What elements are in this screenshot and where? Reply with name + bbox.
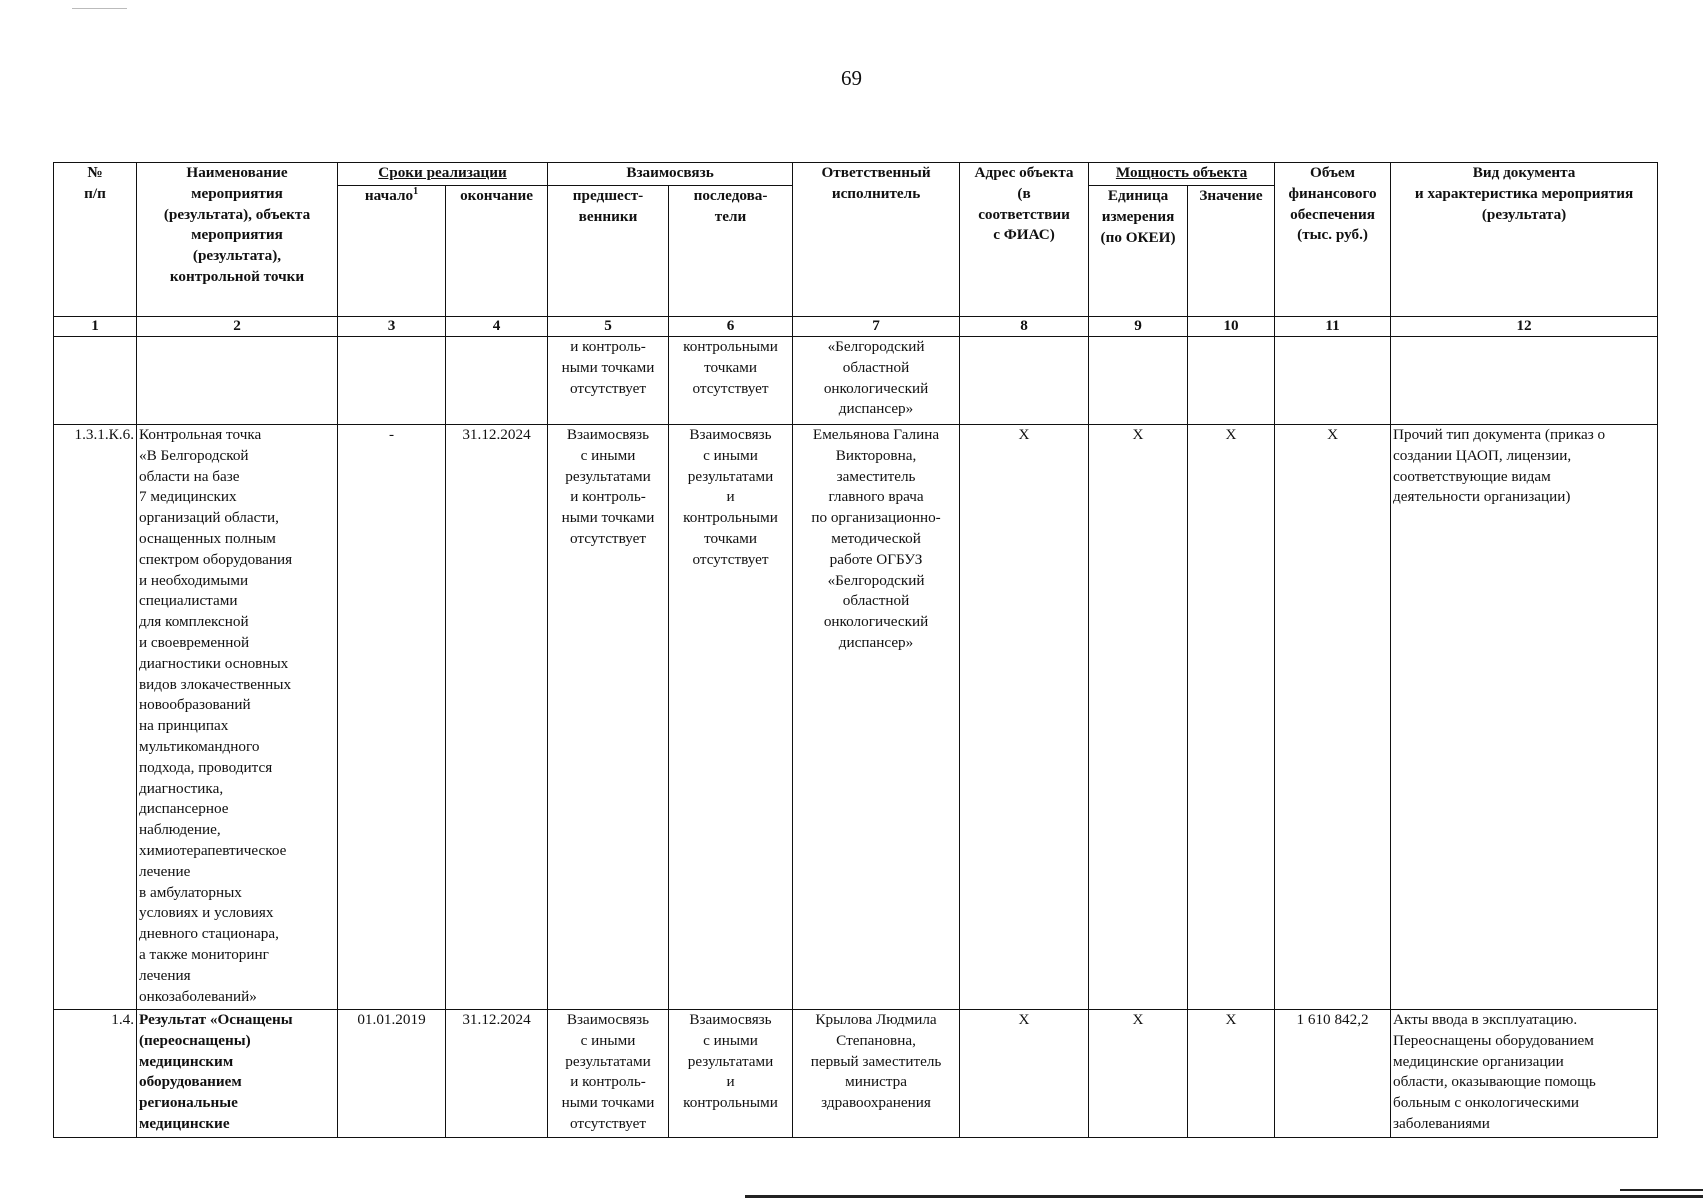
header-value: Значение [1188,186,1275,317]
cell-name: Результат «Оснащены (переоснащены) медицинским оборудованием региональные медицинские [137,1010,338,1138]
cell-address: X [960,425,1089,1010]
cell-document: Прочий тип документа (приказ о создании ЦАОП, лицензии, соответствующие видам деятельности организации) [1391,425,1658,1010]
cell-document [1391,337,1658,425]
cell-predecessors: Взаимосвязь с иными результатами и контроль- ными точками отсутствует [548,1010,669,1138]
column-number: 2 [137,317,338,337]
column-number: 7 [793,317,960,337]
scan-bottom-rule [745,1195,1703,1198]
page-number: 69 [841,66,862,90]
header-start: начало$^1$ [338,186,446,317]
header-link: Взаимосвязь [548,163,793,186]
cell-responsible: Емельянова Галина Викторовна, заместитель главного врача по организационно- методической работе ОГБУЗ «Белгородский областной онкологический диспансер» [793,425,960,1010]
cell-unit: X [1089,425,1188,1010]
cell-number [54,337,137,425]
column-number: 10 [1188,317,1275,337]
cell-address [960,337,1089,425]
header-predecessors: предшест- венники [548,186,669,317]
cell-unit: X [1089,1010,1188,1138]
cell-financing: 1 610 842,2 [1275,1010,1391,1138]
cell-address: X [960,1010,1089,1138]
cell-responsible: Крылова Людмила Степановна, первый заместитель министра здравоохранения [793,1010,960,1138]
cell-value: X [1188,425,1275,1010]
column-number: 3 [338,317,446,337]
cell-value: X [1188,1010,1275,1138]
cell-responsible: «Белгородский областной онкологический диспансер» [793,337,960,425]
cell-end [446,337,548,425]
cell-number: 1.4. [54,1010,137,1138]
column-number: 9 [1089,317,1188,337]
cell-value [1188,337,1275,425]
column-number: 11 [1275,317,1391,337]
header-power: Мощность объекта [1089,163,1275,186]
cell-start [338,337,446,425]
table-row [54,425,1658,1010]
cell-number: 1.3.1.К.6. [54,425,137,1010]
column-number: 6 [669,317,793,337]
header-number: № п/п [54,163,137,317]
cell-name: Контрольная точка «В Белгородской области на базе 7 медицинских организаций области, оснащенных полным спектром оборудования и необходимыми специалистами для комплексной и своевременной диагностики основных видов злокачественных новообразований на принципах мультикомандного подхода, проводится диагностика, диспансерное наблюдение, химиотерапевтическое лечение в амбулаторных условиях и условиях дневного стационара, а также мониторинг лечения онкозаболеваний» [137,425,338,1010]
header-terms: Сроки реализации [338,163,548,186]
cell-successors: Взаимосвязь с иными результатами и контрольными [669,1010,793,1138]
cell-predecessors: и контроль- ными точками отсутствует [548,337,669,425]
cell-end: 31.12.2024 [446,425,548,1010]
table-row [54,337,1658,425]
cell-predecessors: Взаимосвязь с иными результатами и контроль- ными точками отсутствует [548,425,669,1010]
cell-unit [1089,337,1188,425]
scan-bottom-rule [1620,1189,1703,1191]
cell-successors: Взаимосвязь с иными результатами и контрольными точками отсутствует [669,425,793,1010]
column-number: 5 [548,317,669,337]
column-number: 12 [1391,317,1658,337]
header-successors: последова- тели [669,186,793,317]
header-responsible: Ответственный исполнитель [793,163,960,317]
column-number: 1 [54,317,137,337]
cell-successors: контрольными точками отсутствует [669,337,793,425]
cell-end: 31.12.2024 [446,1010,548,1138]
header-end: окончание [446,186,548,317]
column-number: 4 [446,317,548,337]
cell-start: 01.01.2019 [338,1010,446,1138]
header-name: Наименование мероприятия (результата), объекта мероприятия (результата), контрольной точки [137,163,338,317]
table-row [54,1010,1658,1138]
scan-artifact-line [72,8,127,9]
header-address: Адрес объекта (в соответствии с ФИАС) [960,163,1089,317]
events-table [53,162,1658,1138]
cell-document: Акты ввода в эксплуатацию. Переоснащены оборудованием медицинские организации области, оказывающие помощь больным с онкологическими заболеваниями [1391,1010,1658,1138]
header-unit: Единица измерения (по ОКЕИ) [1089,186,1188,317]
header-document: Вид документа и характеристика мероприятия (результата) [1391,163,1658,317]
cell-financing [1275,337,1391,425]
header-financing: Объем финансового обеспечения (тыс. руб.) [1275,163,1391,317]
cell-financing: X [1275,425,1391,1010]
column-number: 8 [960,317,1089,337]
cell-name [137,337,338,425]
cell-start: - [338,425,446,1010]
